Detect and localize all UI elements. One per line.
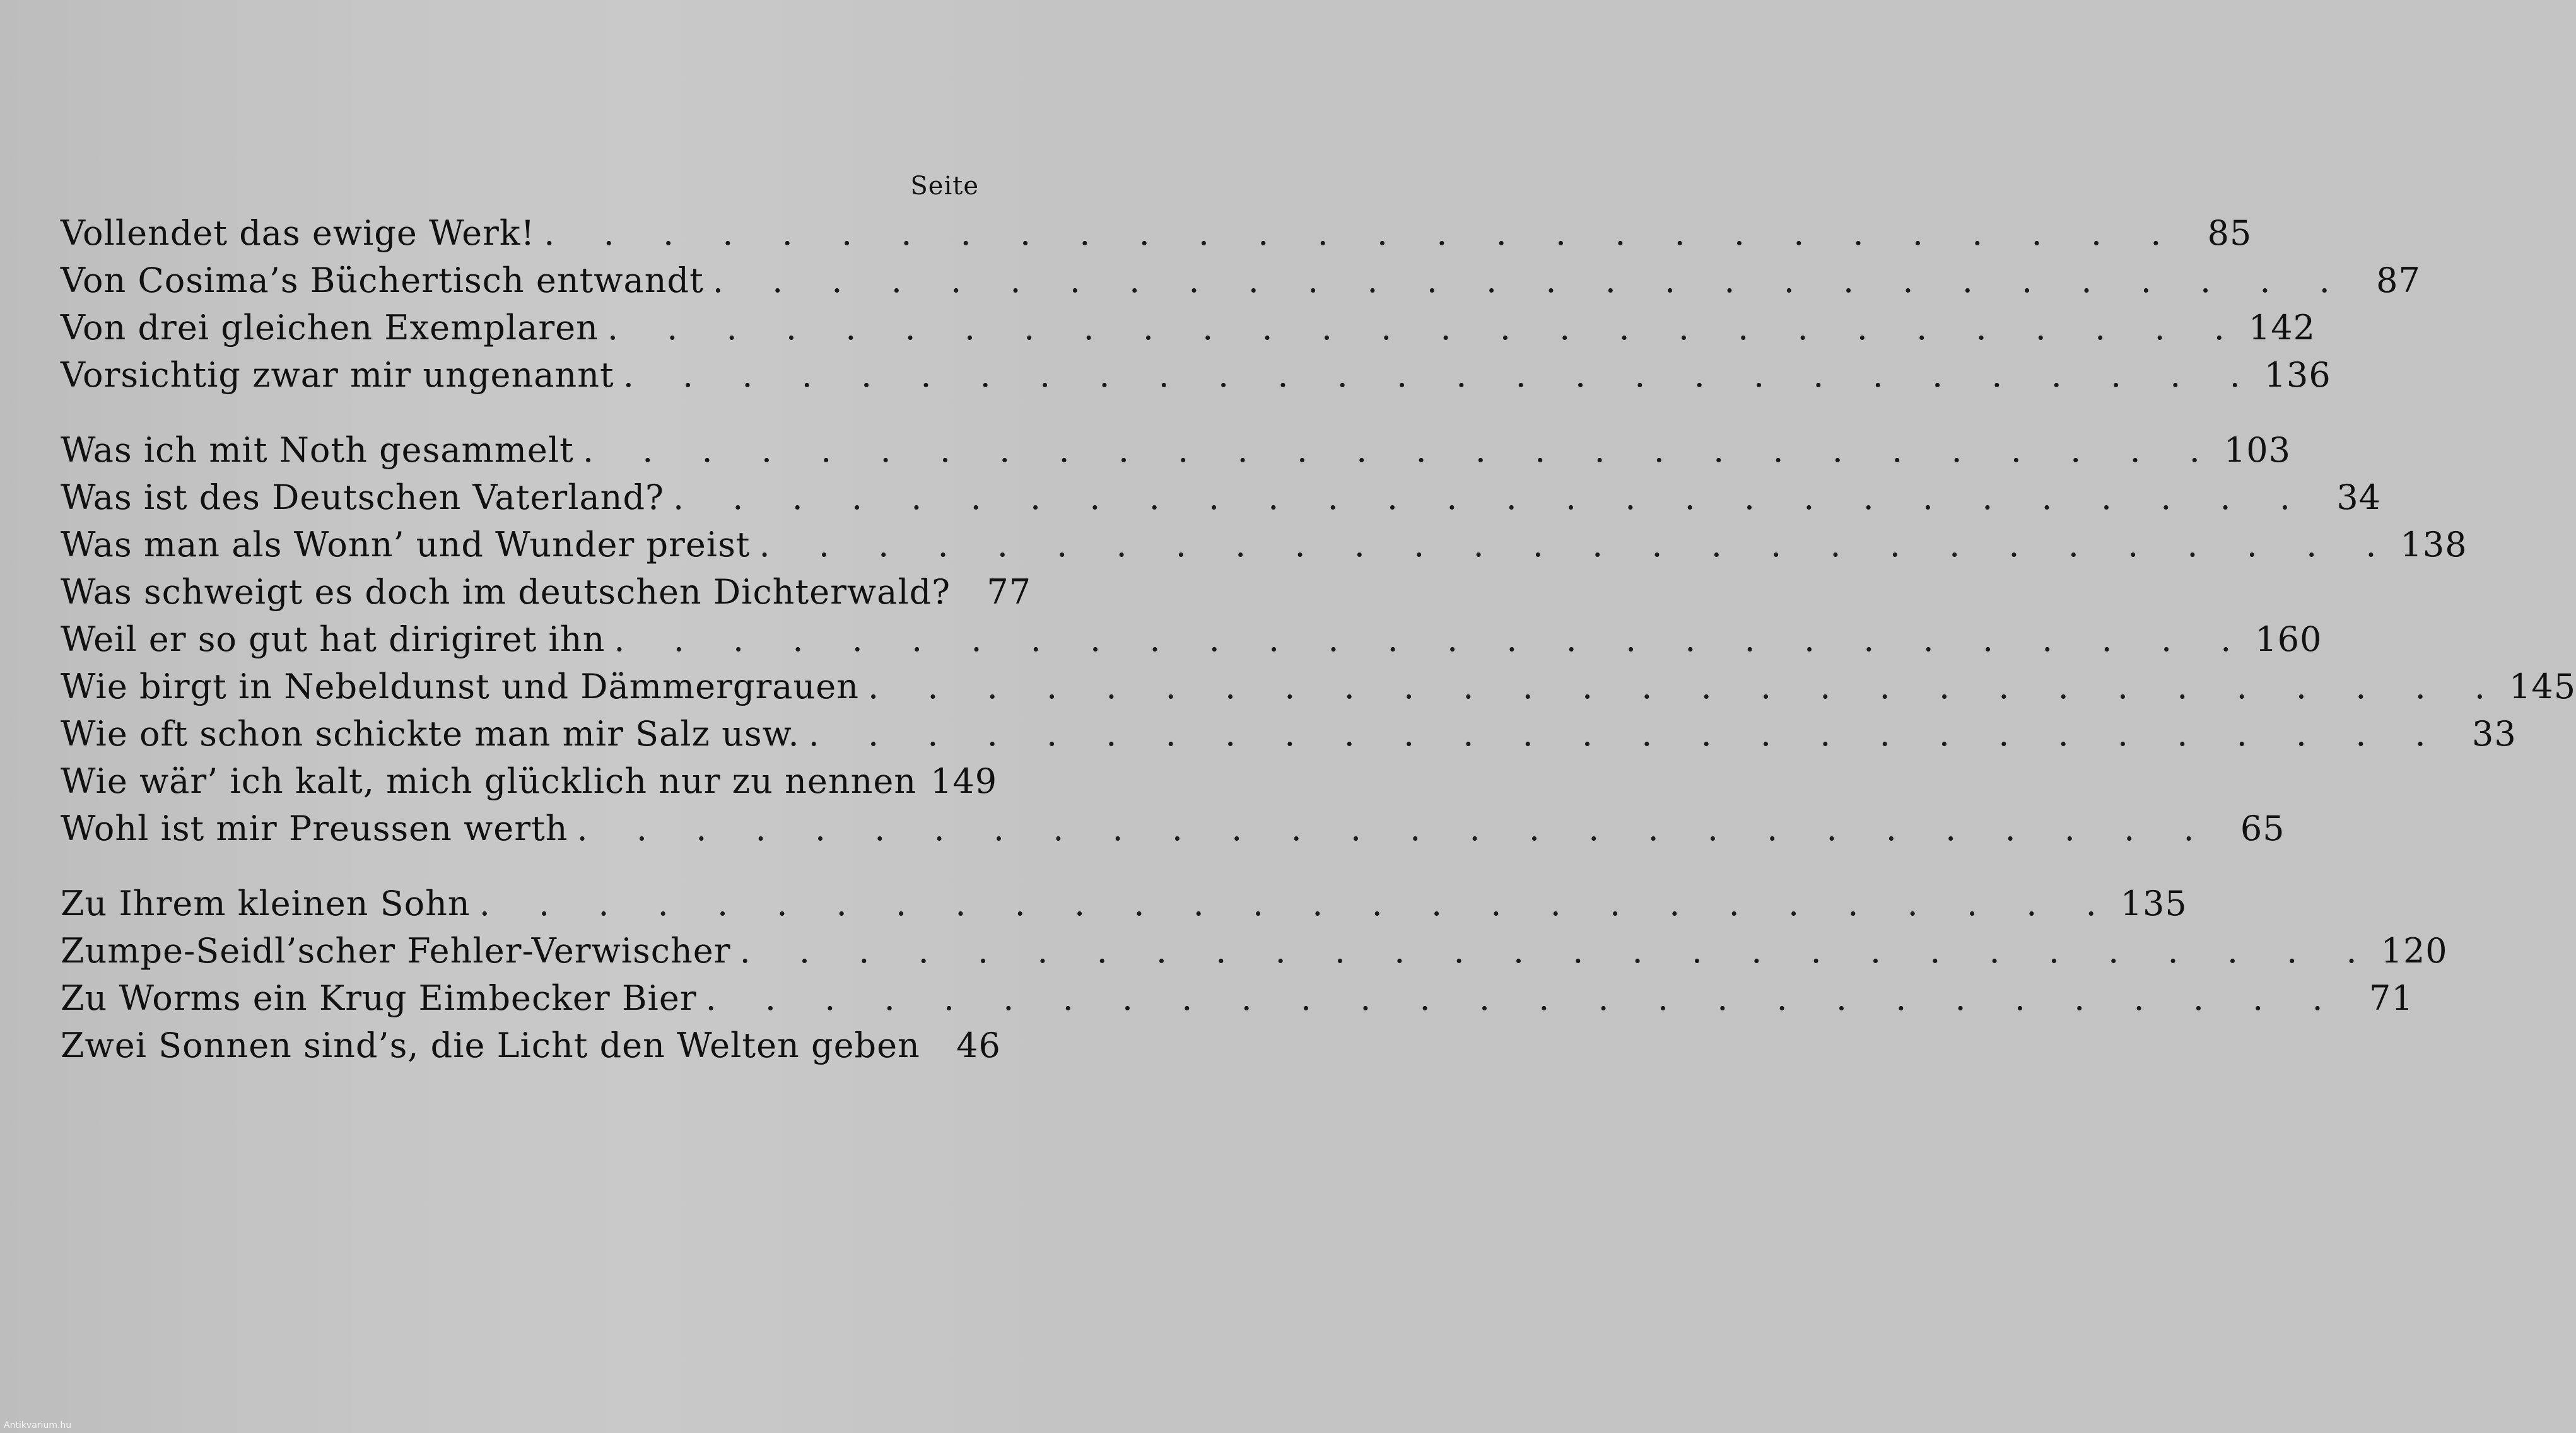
page-column-label: Seite (910, 172, 979, 201)
toc-entry (61, 474, 2382, 521)
toc-entry-page: 142 (2248, 308, 2315, 348)
toc-entry-page: 77 (986, 572, 1032, 612)
dot-leader: . . . . . . . . . . . . . . . . . . . . . . . . . . . . (577, 809, 2213, 848)
toc-entry (61, 974, 2414, 1022)
toc-entry-title: Zwei Sonnen sind’s, die Licht den Welten geben (61, 1026, 920, 1065)
dot-leader: . . . . . . . . . . . . . . . . . . . . . . . . . . . . (582, 430, 2219, 470)
dot-leader: . . . . . . . . . . . . . . . . . . . . . . . . . . . . (672, 477, 2310, 517)
toc-entry-title: Was schweigt es doch im deutschen Dichterwald? (61, 572, 951, 612)
toc-entry-title: Vollendet das ewige Werk! (61, 213, 536, 253)
toc-entry-page: 33 (2472, 714, 2517, 754)
dot-leader: . . . . . . . . . . . . . . . . . . . . . . . . . . . . (759, 525, 2396, 564)
dot-leader: . . . . . . . . . . . . . . . . . . . . . . . . . . . . (808, 714, 2445, 754)
toc-entry-title: Wie birgt in Nebeldunst und Dämmergrauen (61, 667, 859, 706)
toc-entry (61, 616, 2322, 663)
toc-entry (61, 805, 2285, 852)
toc-entry-title: Wie oft schon schickte man mir Salz usw. (61, 714, 800, 754)
table-of-contents (61, 209, 2576, 1069)
dot-leader: . . . . . . . . . . . . . . . . . . . . . . . . . . . . (607, 308, 2244, 348)
toc-entry-title: Weil er so gut hat dirigiret ihn (61, 619, 606, 659)
toc-group-v (61, 209, 2421, 399)
toc-entry (61, 568, 1032, 616)
toc-entry-page: 34 (2336, 477, 2382, 517)
toc-entry-title: Zu Worms ein Krug Eimbecker Bier (61, 978, 697, 1018)
toc-entry (61, 304, 2315, 351)
toc-entry (61, 710, 2517, 757)
dot-leader: . . . . . . . . . . . . . . . . . . . . . . . . . . . . (544, 213, 2181, 253)
toc-entry-page: 65 (2240, 809, 2285, 848)
toc-entry-page: 149 (930, 761, 998, 801)
toc-entry-title: Von drei gleichen Exemplaren (61, 308, 599, 348)
toc-entry (61, 663, 2576, 710)
toc-entry-page: 138 (2400, 525, 2468, 564)
toc-entry-title: Was ist des Deutschen Vaterland? (61, 477, 664, 517)
toc-entry-title: Von Cosima’s Büchertisch entwandt (61, 260, 704, 300)
dot-leader: . . . . . . . . . . . . . . . . . . . . . . . . . . . . (479, 884, 2116, 923)
dot-leader: . . . . . . . . . . . . . . . . . . . . . . . . . . . . (614, 619, 2251, 659)
toc-entry-page: 135 (2120, 884, 2187, 923)
toc-entry-page: 85 (2207, 213, 2252, 253)
dot-leader: . . . . . . . . . . . . . . . . . . . . . . . . . . . . (739, 931, 2376, 971)
toc-entry-title: Was ich mit Noth gesammelt (61, 430, 574, 470)
toc-entry-page: 46 (956, 1026, 1001, 1065)
toc-group-w (61, 426, 2576, 852)
toc-entry (61, 257, 2421, 304)
toc-entry (61, 521, 2468, 568)
toc-entry-title: Wohl ist mir Preussen werth (61, 809, 568, 848)
toc-entry-page: 145 (2509, 667, 2576, 706)
dot-leader: . . . . . . . . . . . . . . . . . . . . . . . . . . . . (712, 260, 2349, 300)
dot-leader: . . . . . . . . . . . . . . . . . . . . . . . . . . . . (705, 978, 2342, 1018)
toc-group-z (61, 880, 2448, 1069)
toc-entry-page: 160 (2255, 619, 2322, 659)
dot-leader: . . . . . . . . . . . . . . . . . . . . . . . . . . . . (868, 667, 2505, 706)
toc-entry-title: Was man als Wonn’ und Wunder preist (61, 525, 751, 564)
dot-leader: . . . . . . . . . . . . . . . . . . . . . . . . . . . . (623, 355, 2259, 395)
toc-entry-page: 136 (2264, 355, 2331, 395)
toc-entry-title: Zu Ihrem kleinen Sohn (61, 884, 471, 923)
toc-entry (61, 351, 2331, 399)
toc-entry-title: Zumpe-Seidl’scher Fehler-Verwischer (61, 931, 731, 971)
toc-entry (61, 426, 2291, 474)
toc-entry-title: Vorsichtig zwar mir ungenannt (61, 355, 614, 395)
toc-entry (61, 1022, 1001, 1069)
toc-entry-page: 87 (2376, 260, 2421, 300)
toc-entry-page: 103 (2223, 430, 2291, 470)
toc-entry-page: 71 (2368, 978, 2414, 1018)
toc-entry (61, 209, 2252, 257)
toc-entry-page: 120 (2380, 931, 2448, 971)
toc-entry (61, 757, 998, 805)
toc-entry (61, 880, 2187, 927)
toc-entry-title: Wie wär’ ich kalt, mich glücklich nur zu nennen (61, 761, 917, 801)
toc-entry (61, 927, 2448, 974)
watermark: Antikvarium.hu (4, 1420, 72, 1430)
